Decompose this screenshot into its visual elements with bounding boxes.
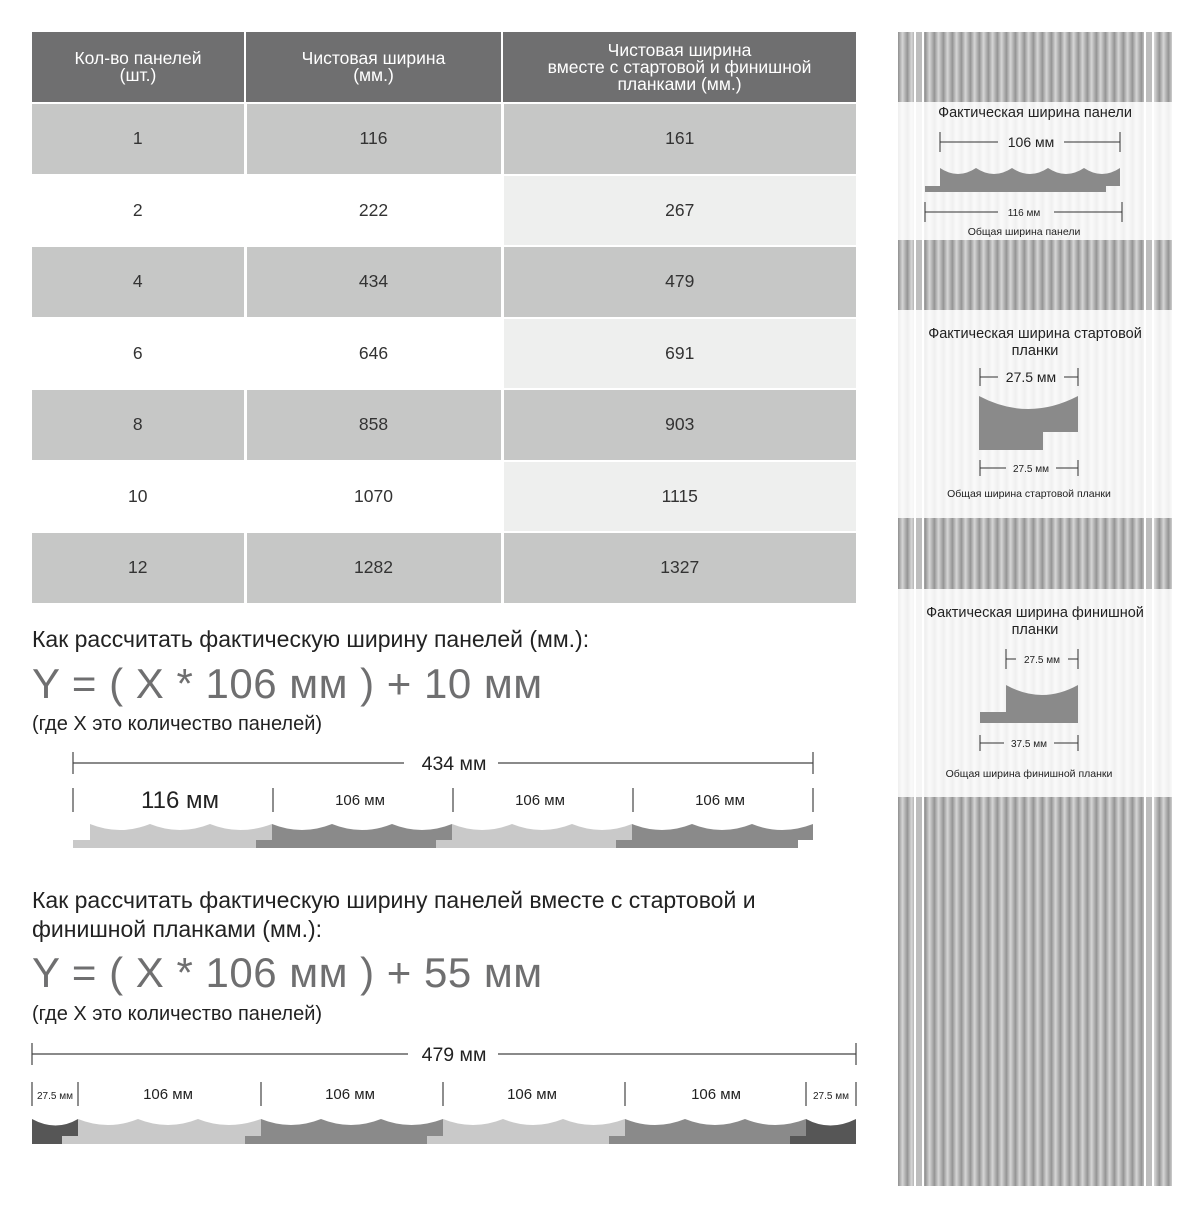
segment-label: 106 мм bbox=[143, 1086, 193, 1103]
panel-bottom-dim: 116 мм bbox=[1007, 208, 1041, 219]
table-cell: 161 bbox=[502, 103, 856, 175]
finish-caption: Общая ширина финишной планки bbox=[945, 768, 1113, 780]
section2-heading-line2: финишной планками (мм.): bbox=[32, 916, 323, 942]
table-cell: 222 bbox=[245, 175, 502, 247]
table-cell: 2 bbox=[32, 175, 245, 247]
panel-shape-3 bbox=[436, 824, 632, 848]
finish-strip-label: 27.5 мм bbox=[813, 1091, 849, 1102]
panel-shape-2 bbox=[256, 824, 452, 848]
finish-bottom-dim: 37.5 мм bbox=[1011, 739, 1047, 750]
section2-note: (где X это количество панелей) bbox=[32, 1003, 323, 1025]
segment-label: 106 мм bbox=[695, 792, 745, 809]
table-cell: 1282 bbox=[245, 532, 502, 603]
table-row bbox=[32, 175, 856, 247]
section1-formula: Y = ( X * 106 мм ) + 10 мм bbox=[32, 660, 543, 707]
panel-shape-1 bbox=[73, 824, 272, 848]
table-cell: 646 bbox=[245, 318, 502, 390]
finish-strip-block bbox=[898, 589, 1172, 797]
start-strip-block bbox=[898, 310, 1172, 518]
panel-width-block bbox=[898, 102, 1172, 240]
table-cell: 116 bbox=[245, 103, 502, 175]
panel-profile-drawing bbox=[898, 102, 1172, 240]
total-width-label: 479 мм bbox=[421, 1044, 487, 1066]
table-row bbox=[32, 461, 856, 533]
width-table bbox=[32, 32, 856, 603]
table-cell: 6 bbox=[32, 318, 245, 390]
table-cell: 4 bbox=[32, 246, 245, 318]
panel-shape-4 bbox=[616, 824, 813, 848]
column-header-width bbox=[245, 32, 502, 103]
panel-top-dim: 106 мм bbox=[1007, 134, 1055, 150]
start-caption: Общая ширина стартовой планки bbox=[947, 488, 1111, 500]
header-text: Кол-во панелей (шт.) bbox=[74, 48, 202, 85]
segment-label: 106 мм bbox=[335, 792, 385, 809]
table-row bbox=[32, 318, 856, 390]
section1-panel-diagram bbox=[0, 745, 860, 855]
table-cell: 1 bbox=[32, 103, 245, 175]
start-strip-label: 27.5 мм bbox=[37, 1091, 73, 1102]
table-header-row bbox=[32, 32, 856, 103]
header-text: Чистовая ширина (мм.) bbox=[301, 48, 446, 85]
section1-note: (где X это количество панелей) bbox=[32, 713, 323, 735]
start-top-dim: 27.5 мм bbox=[1005, 369, 1057, 385]
table-row bbox=[32, 103, 856, 175]
panel-shape-4 bbox=[609, 1119, 806, 1144]
segment-label: 106 мм bbox=[507, 1086, 557, 1103]
table-row bbox=[32, 532, 856, 603]
finish-strip-shape bbox=[980, 685, 1078, 723]
finish-strip-drawing bbox=[898, 589, 1172, 797]
table-cell: 8 bbox=[32, 389, 245, 461]
finish-top-dim: 27.5 мм bbox=[1024, 655, 1060, 666]
start-strip-drawing bbox=[898, 310, 1172, 518]
panel-shape-1 bbox=[62, 1119, 261, 1144]
section1-heading: Как рассчитать фактическую ширину панелей (мм.): bbox=[32, 626, 590, 652]
table-cell: 267 bbox=[502, 175, 856, 247]
total-width-label: 434 мм bbox=[421, 753, 487, 775]
section2-panel-diagram bbox=[0, 1036, 860, 1151]
panel-width-title: Фактическая ширина панели bbox=[938, 105, 1132, 121]
table-cell: 10 bbox=[32, 461, 245, 533]
table-row bbox=[32, 246, 856, 318]
start-bottom-dim: 27.5 мм bbox=[1013, 464, 1049, 475]
table-cell: 434 bbox=[245, 246, 502, 318]
segment-label: 106 мм bbox=[515, 792, 565, 809]
side-panel-illustration bbox=[898, 32, 1172, 1186]
section2-formula: Y = ( X * 106 мм ) + 55 мм bbox=[32, 949, 543, 996]
start-strip-shape bbox=[979, 396, 1078, 450]
column-header-width-with-strips bbox=[502, 32, 856, 103]
panel-shape-3 bbox=[427, 1119, 625, 1144]
segment-label-first: 116 мм bbox=[141, 787, 219, 814]
table-cell: 858 bbox=[245, 389, 502, 461]
table-cell: 691 bbox=[502, 318, 856, 390]
table-row bbox=[32, 389, 856, 461]
panel-shape-2 bbox=[245, 1119, 443, 1144]
panel-caption: Общая ширина панели bbox=[967, 226, 1081, 238]
table-cell: 903 bbox=[502, 389, 856, 461]
table-cell: 12 bbox=[32, 532, 245, 603]
table-cell: 1115 bbox=[502, 461, 856, 533]
column-header-count bbox=[32, 32, 245, 103]
section2-heading-line1: Как рассчитать фактическую ширину панелей вместе с стартовой и bbox=[32, 887, 756, 913]
finish-strip-title: Фактическая ширина финишной планки bbox=[926, 605, 1144, 638]
header-text: Чистовая ширина вместе с стартовой и финишной планками (мм.) bbox=[547, 39, 812, 94]
segment-label: 106 мм bbox=[325, 1086, 375, 1103]
segment-label: 106 мм bbox=[691, 1086, 741, 1103]
table-cell: 1327 bbox=[502, 532, 856, 603]
table-cell: 479 bbox=[502, 246, 856, 318]
start-strip-title: Фактическая ширина стартовой планки bbox=[928, 326, 1142, 359]
panel-profile-shape bbox=[925, 168, 1120, 192]
table-cell: 1070 bbox=[245, 461, 502, 533]
